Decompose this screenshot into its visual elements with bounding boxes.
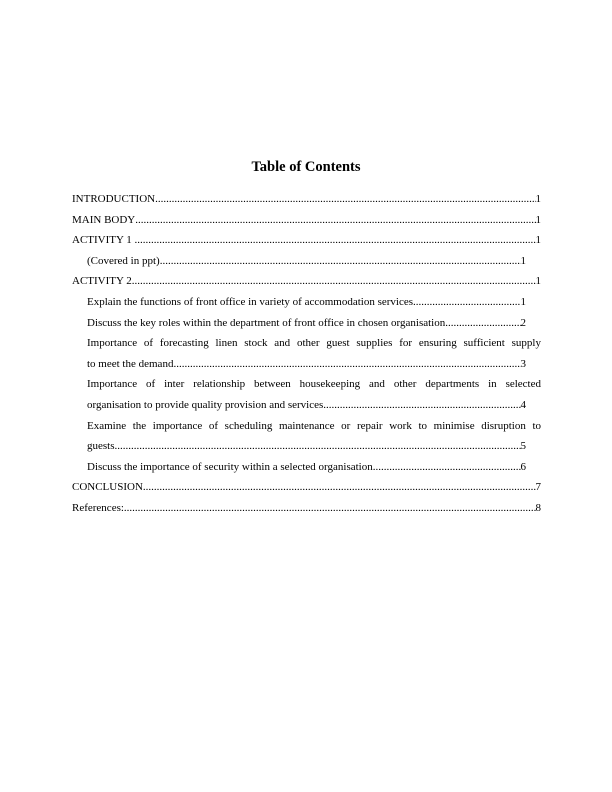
toc-entry-text: guests [87, 440, 115, 453]
toc-leader [135, 210, 535, 231]
toc-entry-text: INTRODUCTION [72, 193, 156, 205]
toc-list [72, 189, 541, 519]
toc-entry-conclusion[interactable] [72, 477, 541, 498]
toc-page-number: 1 [535, 193, 541, 205]
toc-page-number: 1 [520, 254, 526, 267]
toc-leader [124, 498, 536, 519]
toc-page-number: 1 [520, 295, 526, 308]
toc-entry-forecasting-linen[interactable] [72, 333, 541, 374]
toc-leader [155, 189, 535, 210]
toc-entry-text-line1: Examine the importance of scheduling maintenance or repair work to minimise disruption to [87, 419, 541, 432]
toc-page-number: 4 [520, 398, 526, 411]
toc-entry-text: Discuss the key roles within the department of front office in chosen organisation [87, 316, 446, 329]
toc-entry-line2 [72, 354, 526, 375]
toc-entry-text: References: [72, 501, 124, 514]
toc-entry-key-roles[interactable] [72, 313, 526, 334]
toc-entry-text: CONCLUSION [72, 481, 143, 494]
toc-leader [413, 292, 520, 313]
toc-leader [445, 313, 520, 334]
toc-entry-scheduling-maintenance[interactable] [72, 416, 541, 457]
toc-page-number: 6 [520, 460, 526, 473]
toc-page-number: 1 [535, 234, 541, 247]
toc-entry-activity-1[interactable] [72, 230, 541, 251]
toc-entry-text: organisation to provide quality provision and services [87, 398, 324, 411]
toc-entry-introduction[interactable] [72, 189, 541, 210]
toc-page-number: 8 [535, 501, 541, 514]
toc-entry-references[interactable] [72, 498, 541, 519]
toc-page-number: 1 [535, 213, 541, 226]
toc-entry-front-office-functions[interactable] [72, 292, 526, 313]
toc-page-number: 1 [535, 275, 541, 288]
toc-leader [132, 271, 536, 292]
toc-entry-main-body[interactable] [72, 210, 541, 231]
toc-entry-text-line1: Importance of forecasting linen stock and other guest supplies for ensuring sufficient supply [87, 337, 541, 350]
toc-page-number: 2 [520, 316, 526, 329]
toc-leader [323, 395, 520, 416]
toc-leader [173, 354, 520, 375]
toc-entry-line2 [72, 436, 526, 457]
toc-leader [143, 477, 536, 498]
toc-page-number: 3 [520, 357, 526, 370]
toc-entry-line2 [72, 395, 526, 416]
toc-leader [160, 251, 521, 272]
toc-entry-text: MAIN BODY [72, 213, 136, 226]
toc-entry-housekeeping-relationship[interactable] [72, 374, 541, 415]
toc-entry-text: Explain the functions of front office in variety of accommodation services [87, 295, 414, 308]
toc-entry-text-line1: Importance of inter relationship between housekeeping and other departments in selected [87, 378, 541, 391]
toc-page-number: 7 [535, 481, 541, 494]
toc-entry-covered-in-ppt[interactable] [72, 251, 526, 272]
toc-entry-security[interactable] [72, 457, 526, 478]
toc-entry-activity-2[interactable] [72, 271, 541, 292]
toc-entry-text: Discuss the importance of security within a selected organisation [87, 460, 373, 473]
toc-entry-text: to meet the demand [87, 357, 174, 370]
toc-entry-text: (Covered in ppt) [87, 254, 160, 267]
toc-leader [373, 457, 521, 478]
toc-leader [135, 230, 536, 251]
toc-title: Table of Contents [251, 159, 361, 175]
toc-entry-text: ACTIVITY 2 [72, 275, 132, 288]
toc-entry-text: ACTIVITY 1 [72, 234, 135, 247]
toc-page-number: 5 [520, 440, 526, 453]
toc-leader [115, 436, 521, 457]
